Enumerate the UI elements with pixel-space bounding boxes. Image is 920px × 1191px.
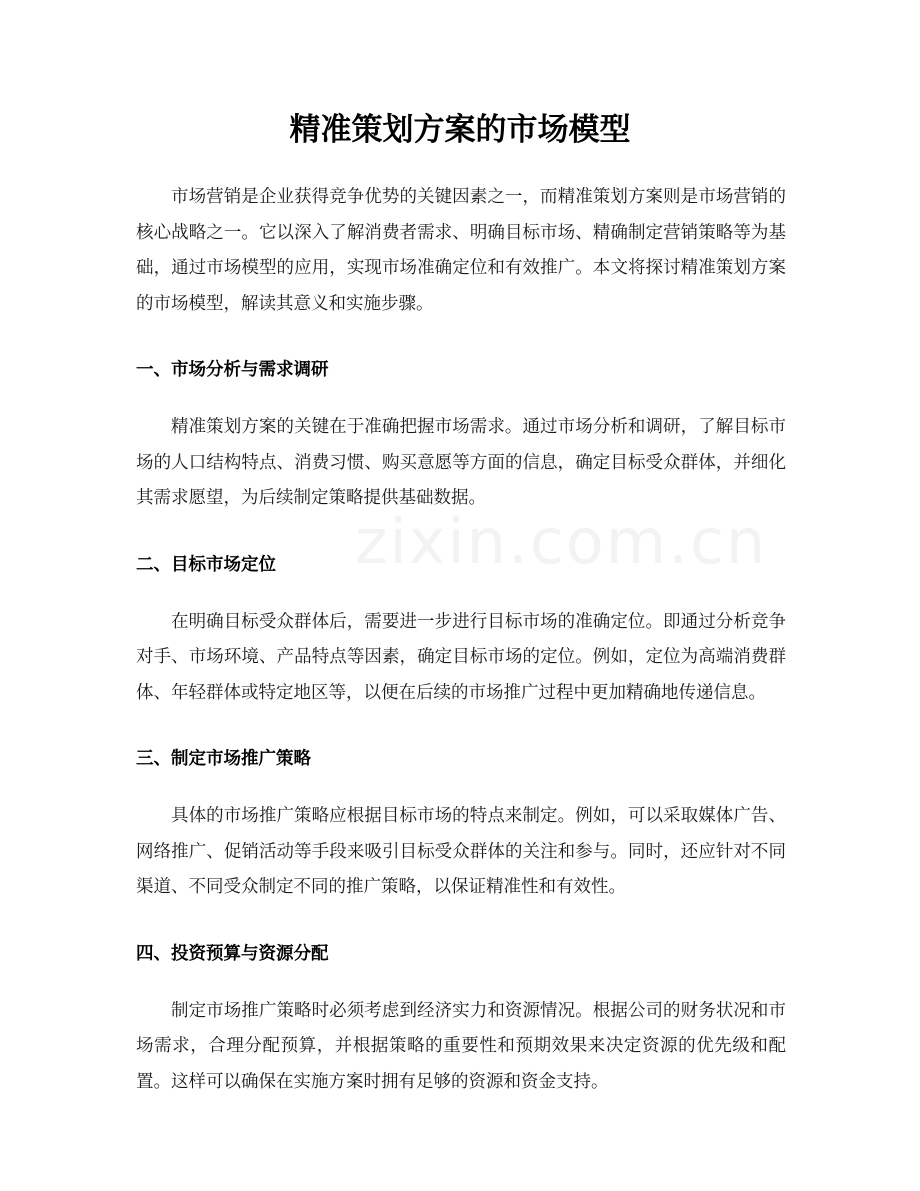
section-body-2: 在明确目标受众群体后，需要进一步进行目标市场的准确定位。即通过分析竞争对手、市场环境、产品特点等因素，确定目标市场的定位。例如，定位为高端消费群体、年轻群体或特定地区等，以便在后续的市场推广过程中更加精确地传递信息。 xyxy=(136,611,786,703)
intro-paragraph: 市场营销是企业获得竞争优势的关键因素之一，而精准策划方案则是市场营销的核心战略之一。它以深入了解消费者需求、明确目标市场、精确制定营销策略等为基础，通过市场模型的应用，实现市场准确定位和有效推广。本文将探讨精准策划方案的市场模型，解读其意义和实施步骤。 xyxy=(136,187,786,314)
section-heading-3: 三、制定市场推广策略 xyxy=(136,749,311,769)
section-body-3: 具体的市场推广策略应根据目标市场的特点来制定。例如，可以采取媒体广告、网络推广、促销活动等手段来吸引目标受众群体的关注和参与。同时，还应针对不同渠道、不同受众制定不同的推广策略，以保证精准性和有效性。 xyxy=(136,806,786,897)
watermark-text: zixin.com.cn xyxy=(355,505,768,578)
document-body xyxy=(136,180,786,1100)
section-body-4: 制定市场推广策略时必须考虑到经济实力和资源情况。根据公司的财务状况和市场需求，合理分配预算，并根据策略的重要性和预期效果来决定资源的优先级和配置。这样可以确保在实施方案时拥有足够的资源和资金支持。 xyxy=(136,1000,786,1092)
section-heading-1: 一、市场分析与需求调研 xyxy=(136,360,329,380)
section-heading-2: 二、目标市场定位 xyxy=(136,554,276,575)
section-heading-4: 四、投资预算与资源分配 xyxy=(136,943,329,964)
document-title: 精准策划方案的市场模型 xyxy=(289,112,631,148)
section-body-1: 精准策划方案的关键在于准确把握市场需求。通过市场分析和调研，了解目标市场的人口结构特点、消费习惯、购买意愿等方面的信息，确定目标受众群体，并细化其需求愿望，为后续制定策略提供基础数据。 xyxy=(136,417,786,508)
